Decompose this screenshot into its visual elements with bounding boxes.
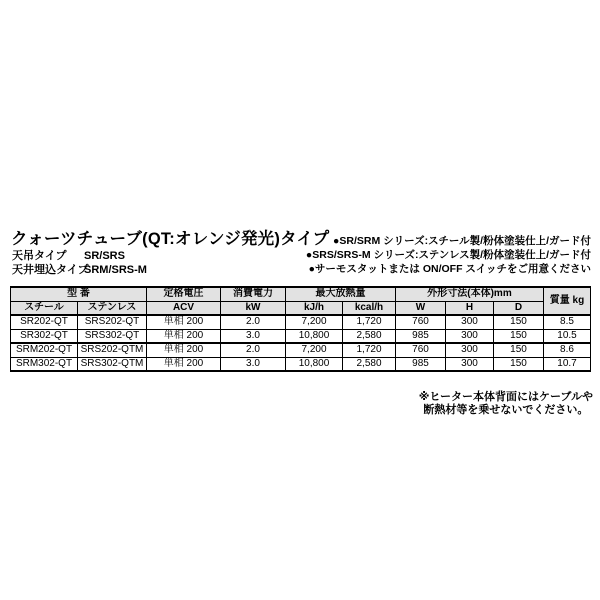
cell-power: 3.0 [221,329,286,343]
cell-voltage: 単相 200 [147,315,221,329]
type-list [12,250,147,277]
cell-weight: 8.6 [544,343,591,357]
cell-power: 2.0 [221,315,286,329]
header-dim-h: H [446,301,494,315]
caution-note-line: 断熱材等を乗せないでください。 [423,404,589,416]
feature-note-sr-srm: ●SR/SRM シリーズ:スチール製/粉体塗装仕上/ガード付 [333,235,591,247]
header-dim-w: W [396,301,446,315]
cell-voltage: 単相 200 [147,329,221,343]
type-label: 天井埋込タイプ [12,263,89,276]
type-row-ceiling-recessed [12,264,147,278]
cell-dim-d: 150 [494,343,544,357]
caution-note-line: ※ヒーター本体背面にはケーブルや [418,391,593,403]
cell-steel-model: SRM202-QT [11,343,78,357]
cell-steel-model: SRM302-QT [11,357,78,371]
header-power-unit: kW [221,301,286,315]
header-stainless: ステンレス [78,301,147,315]
cell-dim-w: 760 [396,315,446,329]
header-heat-group: 最大放熱量 [286,287,396,301]
cell-stainless-model: SRS302-QT [78,329,147,343]
header-voltage: 定格電圧 [147,287,221,301]
table-header-row-2 [11,301,591,315]
header-dim-d: D [494,301,544,315]
cell-heat-kj: 7,200 [286,343,343,357]
cell-voltage: 単相 200 [147,357,221,371]
spec-table [10,286,591,372]
cell-weight: 8.5 [544,315,591,329]
header-voltage-unit: ACV [147,301,221,315]
cell-power: 3.0 [221,357,286,371]
cell-heat-kcal: 1,720 [343,343,396,357]
table-row [11,357,591,371]
feature-notes [306,234,591,276]
table-row [11,315,591,329]
cell-weight: 10.5 [544,329,591,343]
cell-heat-kcal: 1,720 [343,315,396,329]
table-row [11,343,591,357]
cell-heat-kcal: 2,580 [343,357,396,371]
type-row-ceiling-hung [12,250,147,264]
cell-dim-h: 300 [446,343,494,357]
cell-steel-model: SR202-QT [11,315,78,329]
cell-dim-h: 300 [446,315,494,329]
cell-power: 2.0 [221,343,286,357]
header-dims-group: 外形寸法(本体)mm [396,287,544,301]
header-steel: スチール [11,301,78,315]
header-heat-kj: kJ/h [286,301,343,315]
type-label: 天吊タイプ [12,250,67,262]
cell-heat-kj: 7,200 [286,315,343,329]
cell-steel-model: SR302-QT [11,329,78,343]
cell-dim-d: 150 [494,315,544,329]
cell-stainless-model: SRS202-QT [78,315,147,329]
cell-heat-kj: 10,800 [286,357,343,371]
header-model-group: 型 番 [11,287,147,301]
header-weight: 質量 kg [544,287,591,315]
cell-dim-d: 150 [494,357,544,371]
type-models: SR/SRS [84,250,125,262]
cell-heat-kj: 10,800 [286,329,343,343]
cell-dim-d: 150 [494,329,544,343]
caution-note [419,391,593,417]
page-title: クォーツチューブ(QT:オレンジ発光)タイプ [11,230,330,248]
cell-dim-w: 760 [396,343,446,357]
feature-note-thermostat: ●サーモスタットまたは ON/OFF スイッチをご用意ください [308,263,591,275]
cell-dim-w: 985 [396,357,446,371]
cell-voltage: 単相 200 [147,343,221,357]
cell-dim-h: 300 [446,329,494,343]
table-row [11,329,591,343]
feature-note-srs-srsm: ●SRS/SRS-M シリーズ:ステンレス製/粉体塗装仕上/ガード付 [305,249,591,261]
header-power: 消費電力 [221,287,286,301]
cell-dim-w: 985 [396,329,446,343]
header-heat-kcal: kcal/h [343,301,396,315]
cell-heat-kcal: 2,580 [343,329,396,343]
cell-weight: 10.7 [544,357,591,371]
table-header-row-1 [11,287,591,301]
cell-stainless-model: SRS202-QTM [78,343,147,357]
cell-dim-h: 300 [446,357,494,371]
cell-stainless-model: SRS302-QTM [78,357,147,371]
type-models: SRM/SRS-M [84,263,147,276]
